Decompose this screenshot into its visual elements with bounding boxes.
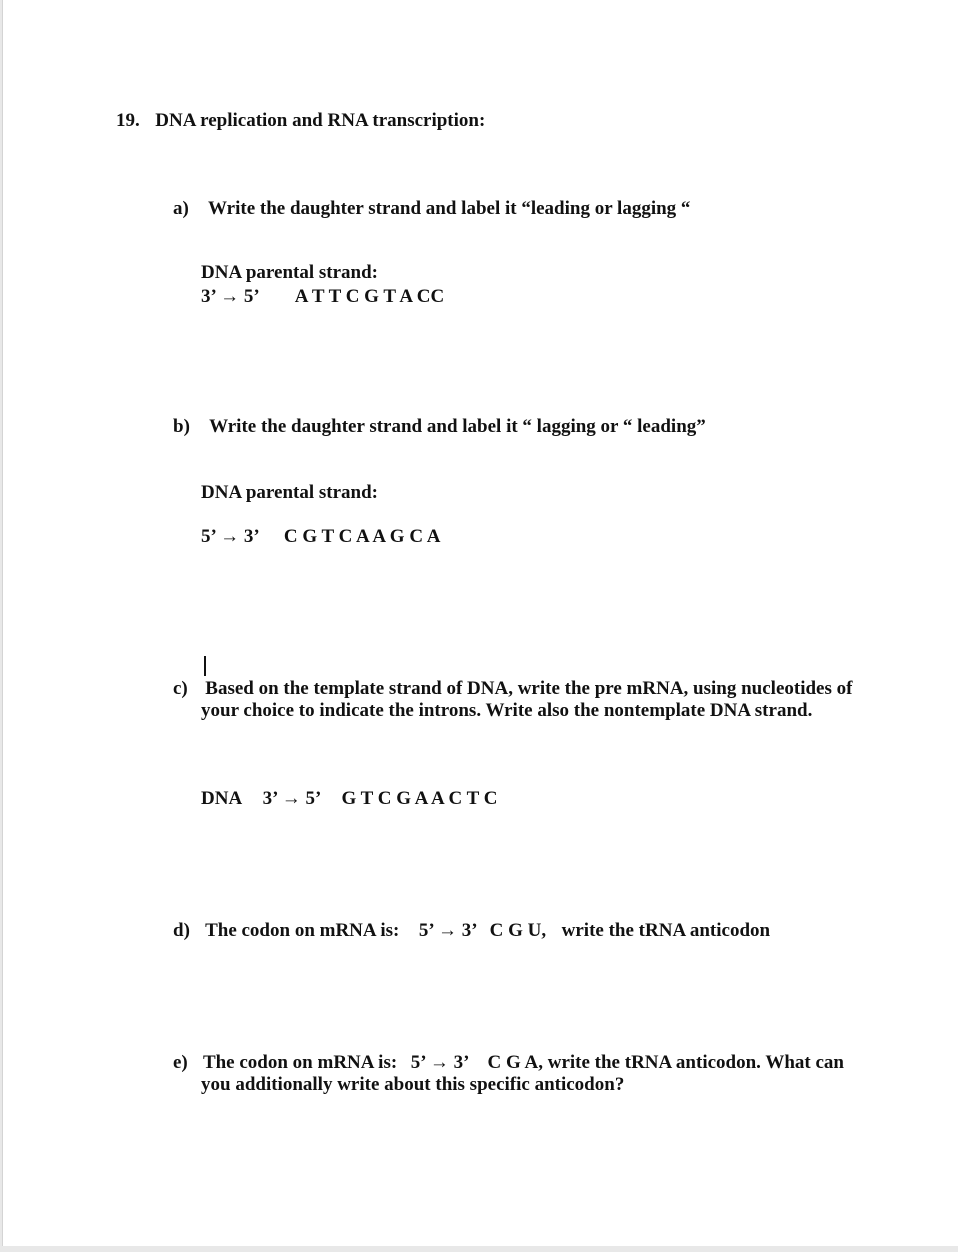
part-c-prompt: [173, 678, 852, 700]
part-c-text-line2: your choice to indicate the introns. Write also the nontemplate DNA strand.: [201, 700, 813, 721]
part-b-direction: 5’ → 3’: [201, 526, 259, 547]
part-d-letter: d): [173, 920, 190, 941]
part-b-sequence: C G T C A A G C A: [283, 526, 441, 547]
part-e-text-line2: you additionally write about this specific anticodon?: [201, 1074, 625, 1095]
part-a-strand-label: DNA parental strand:: [201, 262, 378, 283]
part-b-prompt: [173, 416, 706, 438]
part-a-prompt: [173, 198, 690, 220]
part-a-text: Write the daughter strand and label it “leading or lagging “: [208, 198, 691, 219]
part-d-text-before: The codon on mRNA is:: [205, 920, 400, 941]
part-e-text-before: The codon on mRNA is:: [202, 1052, 398, 1073]
part-d-direction: 5’ → 3’: [418, 920, 477, 941]
question-heading: [116, 110, 485, 132]
text-cursor: [204, 656, 206, 676]
part-b-strand: [201, 526, 440, 548]
part-b-text: Write the daughter strand and label it “ lagging or “ leading”: [209, 416, 706, 437]
document-page: [2, 0, 958, 1246]
part-a-direction: 3’ → 5’: [201, 286, 259, 307]
part-a-sequence: A T T C G T A CC: [294, 286, 445, 307]
part-a-strand: [201, 286, 444, 308]
part-e-letter: e): [173, 1052, 188, 1073]
part-e-prompt: [173, 1052, 844, 1074]
part-c-strand: [201, 788, 497, 810]
part-b-letter: b): [173, 416, 190, 437]
part-d-codon: C G U,: [489, 920, 547, 941]
part-d-prompt: [173, 920, 770, 942]
part-d-text-after: write the tRNA anticodon: [561, 920, 771, 941]
part-a-letter: a): [173, 198, 189, 219]
part-c-direction: 3’ → 5’: [262, 788, 320, 809]
part-c-text-line1: Based on the template strand of DNA, write the pre mRNA, using nucleotides of: [205, 678, 853, 699]
part-e-direction: 5’ → 3’: [410, 1052, 469, 1073]
part-e-text-line1-after: write the tRNA anticodon. What can: [547, 1052, 844, 1073]
question-number: 19.: [116, 110, 140, 131]
question-title: DNA replication and RNA transcription:: [155, 110, 486, 131]
part-c-sequence: G T C G A A C T C: [341, 788, 498, 809]
part-e-codon: C G A,: [487, 1052, 543, 1073]
part-b-strand-label: DNA parental strand:: [201, 482, 378, 503]
part-c-letter: c): [173, 678, 188, 699]
part-c-strand-label: DNA: [201, 788, 242, 809]
